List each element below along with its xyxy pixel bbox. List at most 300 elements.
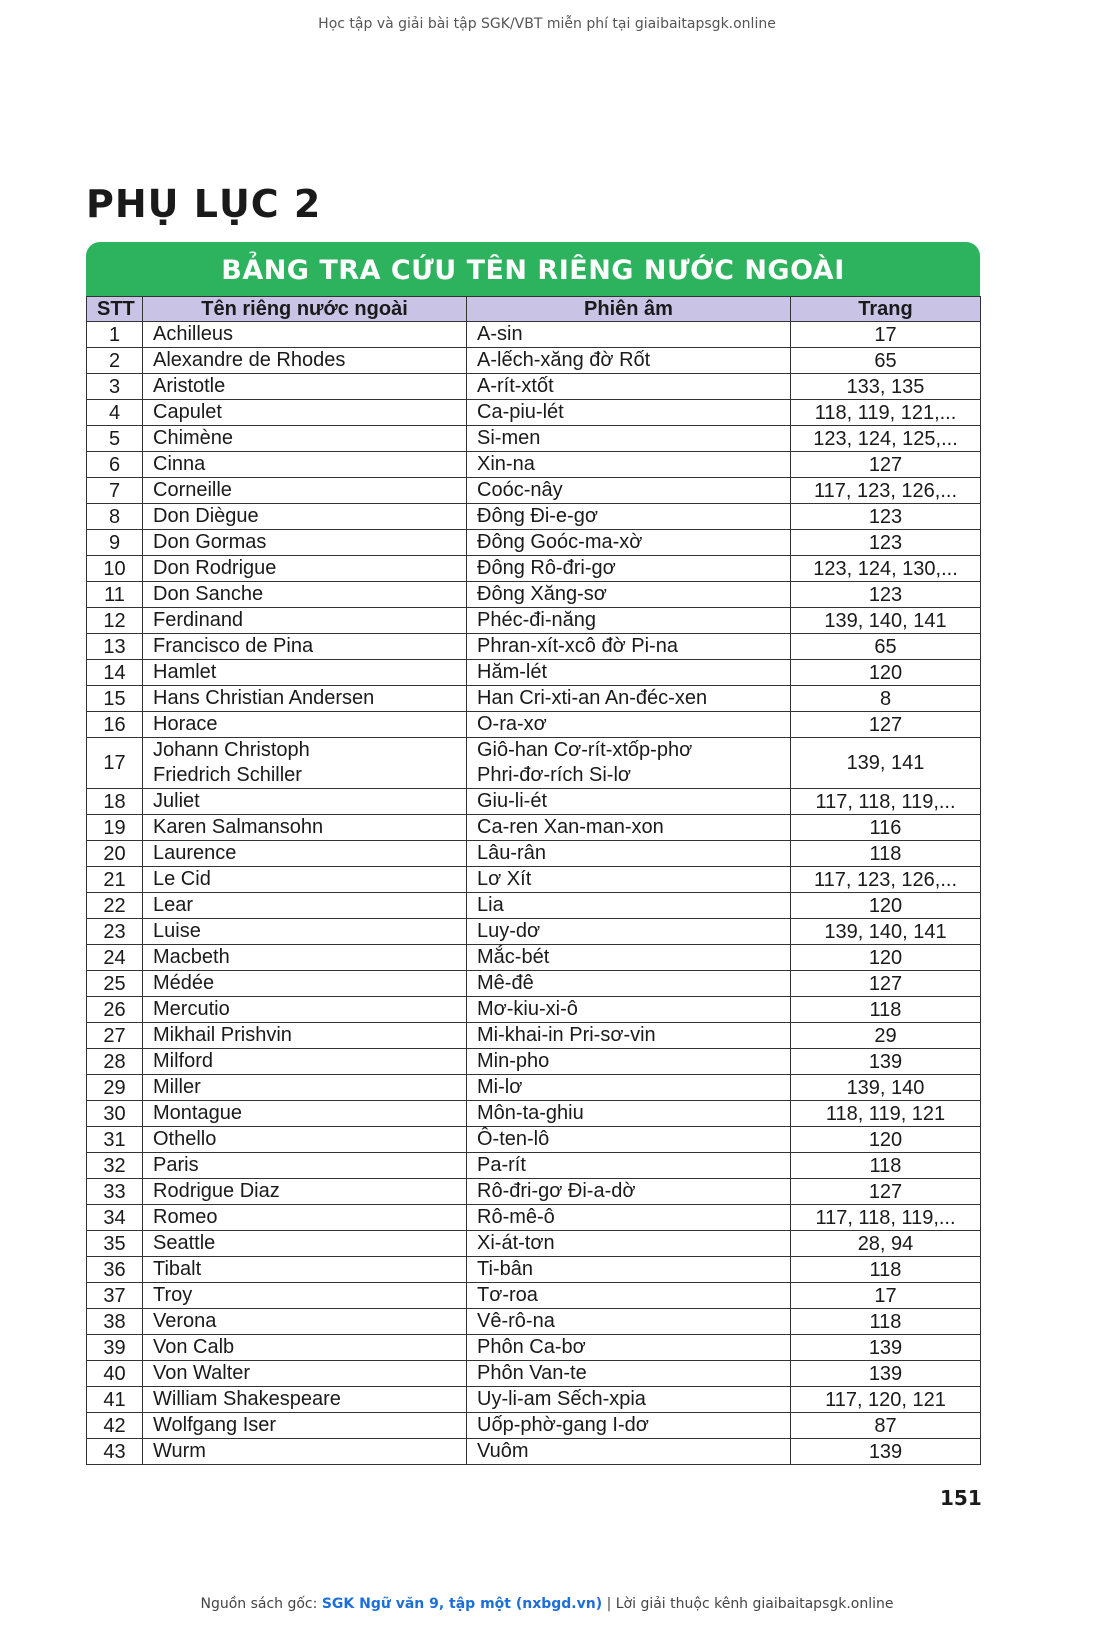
cell-line: A-sin — [477, 323, 523, 346]
cell-line: Phri-đơ-rích Si-lơ — [477, 764, 632, 787]
cell-phonetic — [467, 348, 791, 374]
cell-foreign-name — [143, 1049, 467, 1075]
cell-line: Luy-dơ — [477, 920, 541, 943]
cell-page: 127 — [791, 971, 981, 997]
table-row — [87, 582, 981, 608]
table-row — [87, 1153, 981, 1179]
foreign-names-table — [86, 296, 981, 1465]
cell-foreign-name — [143, 971, 467, 997]
cell-foreign-name — [143, 556, 467, 582]
cell-phonetic — [467, 971, 791, 997]
cell-page: 123 — [791, 582, 981, 608]
cell-line: Mikhail Prishvin — [153, 1024, 292, 1047]
cell-stt: 8 — [87, 504, 143, 530]
cell-line: Don Gormas — [153, 531, 267, 554]
cell-page: 139, 141 — [791, 738, 981, 789]
cell-page: 117, 118, 119,... — [791, 1205, 981, 1231]
cell-page: 123, 124, 125,... — [791, 426, 981, 452]
cell-stt: 39 — [87, 1335, 143, 1361]
cell-page: 123 — [791, 530, 981, 556]
cell-foreign-name — [143, 1387, 467, 1413]
table-row — [87, 348, 981, 374]
cell-stt: 9 — [87, 530, 143, 556]
cell-page: 17 — [791, 322, 981, 348]
cell-line: O-ra-xơ — [477, 713, 547, 736]
cell-stt: 24 — [87, 945, 143, 971]
cell-phonetic — [467, 712, 791, 738]
cell-phonetic — [467, 919, 791, 945]
cell-line: Vê-rô-na — [477, 1310, 555, 1333]
cell-stt: 40 — [87, 1361, 143, 1387]
cell-foreign-name — [143, 322, 467, 348]
cell-page: 116 — [791, 815, 981, 841]
cell-line: Miller — [153, 1076, 201, 1099]
cell-foreign-name — [143, 608, 467, 634]
cell-stt: 30 — [87, 1101, 143, 1127]
cell-phonetic — [467, 1309, 791, 1335]
cell-phonetic — [467, 530, 791, 556]
cell-line: Coóc-nây — [477, 479, 563, 502]
cell-foreign-name — [143, 1309, 467, 1335]
top-source-note: Học tập và giải bài tập SGK/VBT miễn phí tại giaibaitapsgk.online — [318, 16, 776, 32]
cell-phonetic — [467, 945, 791, 971]
cell-foreign-name — [143, 1127, 467, 1153]
cell-page: 65 — [791, 348, 981, 374]
cell-line: Corneille — [153, 479, 232, 502]
table-row — [87, 530, 981, 556]
cell-page: 139, 140, 141 — [791, 608, 981, 634]
cell-foreign-name — [143, 478, 467, 504]
cell-phonetic — [467, 1205, 791, 1231]
table-row — [87, 452, 981, 478]
table-row — [87, 556, 981, 582]
cell-line: Pa-rít — [477, 1154, 526, 1177]
cell-stt: 2 — [87, 348, 143, 374]
cell-line: Troy — [153, 1284, 193, 1307]
cell-foreign-name — [143, 634, 467, 660]
cell-phonetic — [467, 841, 791, 867]
cell-page: 65 — [791, 634, 981, 660]
cell-line: Verona — [153, 1310, 217, 1333]
cell-foreign-name — [143, 348, 467, 374]
cell-foreign-name — [143, 738, 467, 789]
table-row — [87, 919, 981, 945]
table-row — [87, 867, 981, 893]
table-row — [87, 1179, 981, 1205]
cell-stt: 7 — [87, 478, 143, 504]
cell-phonetic — [467, 1153, 791, 1179]
cell-page: 118 — [791, 1153, 981, 1179]
cell-phonetic — [467, 1413, 791, 1439]
cell-page: 139 — [791, 1335, 981, 1361]
cell-foreign-name — [143, 841, 467, 867]
cell-foreign-name — [143, 1179, 467, 1205]
cell-phonetic — [467, 1127, 791, 1153]
cell-foreign-name — [143, 1101, 467, 1127]
cell-phonetic — [467, 1257, 791, 1283]
cell-phonetic — [467, 322, 791, 348]
cell-phonetic — [467, 400, 791, 426]
cell-foreign-name — [143, 426, 467, 452]
page-number: 151 — [940, 1486, 982, 1510]
source-prefix: Nguồn sách gốc: — [200, 1596, 322, 1612]
cell-line: Juliet — [153, 790, 200, 813]
cell-page: 139 — [791, 1361, 981, 1387]
cell-line: Vuôm — [477, 1440, 529, 1463]
cell-stt: 43 — [87, 1439, 143, 1465]
cell-stt: 19 — [87, 815, 143, 841]
cell-foreign-name — [143, 1439, 467, 1465]
cell-line: Rô-đri-gơ Đi-a-dờ — [477, 1180, 636, 1203]
cell-stt: 32 — [87, 1153, 143, 1179]
cell-phonetic — [467, 1101, 791, 1127]
cell-page: 118 — [791, 1257, 981, 1283]
cell-foreign-name — [143, 1075, 467, 1101]
cell-line: Lear — [153, 894, 194, 917]
cell-line: Ferdinand — [153, 609, 244, 632]
cell-line: Don Rodrigue — [153, 557, 277, 580]
cell-foreign-name — [143, 997, 467, 1023]
cell-stt: 3 — [87, 374, 143, 400]
cell-line: Don Diègue — [153, 505, 259, 528]
cell-phonetic — [467, 556, 791, 582]
cell-line: William Shakespeare — [153, 1388, 341, 1411]
source-suffix: | Lời giải thuộc kênh giaibaitapsgk.online — [602, 1596, 894, 1612]
cell-phonetic — [467, 867, 791, 893]
cell-stt: 1 — [87, 322, 143, 348]
cell-stt: 33 — [87, 1179, 143, 1205]
cell-stt: 26 — [87, 997, 143, 1023]
cell-line: Don Sanche — [153, 583, 264, 606]
cell-stt: 42 — [87, 1413, 143, 1439]
cell-line: Rodrigue Diaz — [153, 1180, 280, 1203]
table-row — [87, 712, 981, 738]
cell-line: Đông Rô-đri-gơ — [477, 557, 616, 580]
cell-phonetic — [467, 478, 791, 504]
cell-foreign-name — [143, 789, 467, 815]
cell-line: Ca-ren Xan-man-xon — [477, 816, 664, 839]
table-row — [87, 841, 981, 867]
cell-line: Mơ-kiu-xi-ô — [477, 998, 578, 1021]
table-row — [87, 1335, 981, 1361]
cell-line: A-lếch-xăng đờ Rốt — [477, 349, 651, 372]
cell-page: 123, 124, 130,... — [791, 556, 981, 582]
cell-page: 117, 123, 126,... — [791, 478, 981, 504]
cell-foreign-name — [143, 1413, 467, 1439]
table-row — [87, 426, 981, 452]
cell-line: Giu-li-ét — [477, 790, 548, 813]
cell-line: Mê-đê — [477, 972, 534, 995]
cell-line: Han Cri-xti-an An-đéc-xen — [477, 687, 708, 710]
lookup-table-container — [86, 242, 980, 1465]
cell-line: Hans Christian Andersen — [153, 687, 375, 710]
cell-stt: 13 — [87, 634, 143, 660]
table-row — [87, 504, 981, 530]
cell-phonetic — [467, 893, 791, 919]
table-row — [87, 815, 981, 841]
cell-page: 139, 140 — [791, 1075, 981, 1101]
cell-page: 28, 94 — [791, 1231, 981, 1257]
table-row — [87, 1257, 981, 1283]
cell-phonetic — [467, 1179, 791, 1205]
cell-stt: 20 — [87, 841, 143, 867]
cell-stt: 31 — [87, 1127, 143, 1153]
cell-stt: 11 — [87, 582, 143, 608]
cell-stt: 36 — [87, 1257, 143, 1283]
cell-phonetic — [467, 426, 791, 452]
cell-stt: 15 — [87, 686, 143, 712]
table-row — [87, 1205, 981, 1231]
cell-stt: 41 — [87, 1387, 143, 1413]
table-row — [87, 997, 981, 1023]
cell-page: 127 — [791, 1179, 981, 1205]
cell-page: 133, 135 — [791, 374, 981, 400]
cell-foreign-name — [143, 1023, 467, 1049]
cell-foreign-name — [143, 815, 467, 841]
cell-stt: 34 — [87, 1205, 143, 1231]
cell-line: Capulet — [153, 401, 222, 424]
cell-stt: 38 — [87, 1309, 143, 1335]
cell-phonetic — [467, 1439, 791, 1465]
bottom-source-note — [0, 1596, 1094, 1612]
cell-foreign-name — [143, 504, 467, 530]
cell-line: Môn-ta-ghiu — [477, 1102, 584, 1125]
cell-line: Lơ Xít — [477, 868, 532, 891]
table-row — [87, 1075, 981, 1101]
cell-line: Lia — [477, 894, 504, 917]
cell-page: 118, 119, 121,... — [791, 400, 981, 426]
cell-foreign-name — [143, 1257, 467, 1283]
cell-stt: 18 — [87, 789, 143, 815]
cell-line: Uốp-phờ-gang I-dơ — [477, 1414, 649, 1437]
cell-stt: 37 — [87, 1283, 143, 1309]
source-link[interactable]: SGK Ngữ văn 9, tập một (nxbgd.vn) — [321, 1596, 603, 1612]
cell-page: 117, 118, 119,... — [791, 789, 981, 815]
column-header-name: Tên riêng nước ngoài — [143, 297, 467, 322]
table-row — [87, 374, 981, 400]
table-row — [87, 1283, 981, 1309]
cell-phonetic — [467, 1387, 791, 1413]
cell-page: 87 — [791, 1413, 981, 1439]
cell-foreign-name — [143, 945, 467, 971]
cell-line: Aristotle — [153, 375, 226, 398]
cell-phonetic — [467, 815, 791, 841]
cell-line: Wolfgang Iser — [153, 1414, 277, 1437]
cell-line: Mi-lơ — [477, 1076, 523, 1099]
cell-phonetic — [467, 1231, 791, 1257]
cell-line: Đông Đi-e-gơ — [477, 505, 598, 528]
cell-foreign-name — [143, 400, 467, 426]
cell-phonetic — [467, 1049, 791, 1075]
cell-stt: 6 — [87, 452, 143, 478]
table-row — [87, 1361, 981, 1387]
cell-phonetic — [467, 374, 791, 400]
cell-line: Phôn Van-te — [477, 1362, 587, 1385]
cell-page: 118 — [791, 997, 981, 1023]
table-row — [87, 945, 981, 971]
table-row — [87, 1387, 981, 1413]
cell-line: Horace — [153, 713, 218, 736]
cell-line: Johann Christoph — [153, 739, 310, 762]
cell-page: 8 — [791, 686, 981, 712]
table-row — [87, 1101, 981, 1127]
cell-phonetic — [467, 997, 791, 1023]
table-row — [87, 478, 981, 504]
cell-page: 29 — [791, 1023, 981, 1049]
cell-line: Seattle — [153, 1232, 216, 1255]
cell-line: Xi-át-tơn — [477, 1232, 555, 1255]
cell-foreign-name — [143, 712, 467, 738]
cell-line: Médée — [153, 972, 215, 995]
cell-foreign-name — [143, 867, 467, 893]
cell-line: Ô-ten-lô — [477, 1128, 550, 1151]
cell-line: Lâu-rân — [477, 842, 546, 865]
cell-foreign-name — [143, 1361, 467, 1387]
cell-line: Alexandre de Rhodes — [153, 349, 346, 372]
cell-phonetic — [467, 686, 791, 712]
cell-page: 117, 123, 126,... — [791, 867, 981, 893]
cell-page: 117, 120, 121 — [791, 1387, 981, 1413]
cell-page: 118 — [791, 1309, 981, 1335]
cell-stt: 17 — [87, 738, 143, 789]
cell-line: Rô-mê-ô — [477, 1206, 555, 1229]
table-row — [87, 1309, 981, 1335]
cell-phonetic — [467, 1023, 791, 1049]
cell-page: 118 — [791, 841, 981, 867]
cell-page: 17 — [791, 1283, 981, 1309]
cell-line: Phran-xít-xcô đờ Pi-na — [477, 635, 678, 658]
cell-line: Tơ-roa — [477, 1284, 538, 1307]
table-row — [87, 634, 981, 660]
column-header-phonetic: Phiên âm — [467, 297, 791, 322]
cell-line: Đông Xăng-sơ — [477, 583, 607, 606]
cell-line: Đông Goóc-ma-xờ — [477, 531, 643, 554]
table-row — [87, 738, 981, 789]
column-header-page: Trang — [791, 297, 981, 322]
cell-line: Tibalt — [153, 1258, 202, 1281]
cell-line: Min-pho — [477, 1050, 550, 1073]
cell-phonetic — [467, 1335, 791, 1361]
cell-phonetic — [467, 504, 791, 530]
cell-line: Montague — [153, 1102, 242, 1125]
column-header-stt: STT — [87, 297, 143, 322]
cell-line: Laurence — [153, 842, 237, 865]
cell-line: Romeo — [153, 1206, 218, 1229]
cell-foreign-name — [143, 686, 467, 712]
cell-line: Le Cid — [153, 868, 211, 891]
cell-line: Macbeth — [153, 946, 230, 969]
table-row — [87, 893, 981, 919]
cell-line: Hăm-lét — [477, 661, 548, 684]
cell-foreign-name — [143, 1283, 467, 1309]
cell-page: 120 — [791, 893, 981, 919]
cell-stt: 35 — [87, 1231, 143, 1257]
cell-page: 139, 140, 141 — [791, 919, 981, 945]
cell-foreign-name — [143, 1153, 467, 1179]
cell-page: 118, 119, 121 — [791, 1101, 981, 1127]
cell-phonetic — [467, 634, 791, 660]
table-row — [87, 1127, 981, 1153]
cell-stt: 22 — [87, 893, 143, 919]
cell-stt: 5 — [87, 426, 143, 452]
cell-phonetic — [467, 582, 791, 608]
table-row — [87, 1049, 981, 1075]
table-banner-title: BẢNG TRA CỨU TÊN RIÊNG NƯỚC NGOÀI — [86, 242, 980, 296]
cell-phonetic — [467, 738, 791, 789]
cell-stt: 14 — [87, 660, 143, 686]
cell-foreign-name — [143, 1231, 467, 1257]
cell-page: 139 — [791, 1049, 981, 1075]
appendix-heading: PHỤ LỤC 2 — [86, 182, 322, 226]
table-row — [87, 322, 981, 348]
cell-foreign-name — [143, 530, 467, 556]
table-row — [87, 1231, 981, 1257]
cell-line: Milford — [153, 1050, 214, 1073]
cell-line: Achilleus — [153, 323, 234, 346]
cell-line: Mercutio — [153, 998, 230, 1021]
cell-line: Mi-khai-in Pri-sơ-vin — [477, 1024, 656, 1047]
cell-stt: 4 — [87, 400, 143, 426]
cell-foreign-name — [143, 582, 467, 608]
cell-line: Ca-piu-lét — [477, 401, 564, 424]
cell-foreign-name — [143, 893, 467, 919]
cell-stt: 25 — [87, 971, 143, 997]
cell-line: Paris — [153, 1154, 199, 1177]
cell-line: Chimène — [153, 427, 234, 450]
cell-line: Si-men — [477, 427, 541, 450]
cell-foreign-name — [143, 1205, 467, 1231]
cell-line: Wurm — [153, 1440, 206, 1463]
cell-line: Uy-li-am Sếch-xpia — [477, 1388, 646, 1411]
cell-line: A-rít-xtốt — [477, 375, 554, 398]
table-row — [87, 971, 981, 997]
cell-phonetic — [467, 1361, 791, 1387]
cell-line: Cinna — [153, 453, 206, 476]
cell-phonetic — [467, 1283, 791, 1309]
table-row — [87, 400, 981, 426]
cell-foreign-name — [143, 919, 467, 945]
cell-page: 127 — [791, 452, 981, 478]
cell-line: Karen Salmansohn — [153, 816, 324, 839]
cell-phonetic — [467, 660, 791, 686]
cell-line: Mắc-bét — [477, 946, 550, 969]
cell-stt: 27 — [87, 1023, 143, 1049]
cell-phonetic — [467, 452, 791, 478]
cell-phonetic — [467, 789, 791, 815]
table-row — [87, 686, 981, 712]
cell-stt: 16 — [87, 712, 143, 738]
table-body — [87, 322, 981, 1465]
cell-phonetic — [467, 1075, 791, 1101]
table-row — [87, 660, 981, 686]
cell-line: Phôn Ca-bơ — [477, 1336, 586, 1359]
cell-foreign-name — [143, 452, 467, 478]
table-row — [87, 1023, 981, 1049]
cell-page: 127 — [791, 712, 981, 738]
cell-line: Ti-bân — [477, 1258, 533, 1281]
cell-page: 120 — [791, 660, 981, 686]
cell-line: Francisco de Pina — [153, 635, 314, 658]
cell-stt: 21 — [87, 867, 143, 893]
cell-line: Xin-na — [477, 453, 535, 476]
cell-stt: 23 — [87, 919, 143, 945]
cell-line: Von Walter — [153, 1362, 251, 1385]
cell-foreign-name — [143, 1335, 467, 1361]
cell-page: 120 — [791, 945, 981, 971]
cell-line: Hamlet — [153, 661, 217, 684]
cell-stt: 29 — [87, 1075, 143, 1101]
cell-stt: 10 — [87, 556, 143, 582]
